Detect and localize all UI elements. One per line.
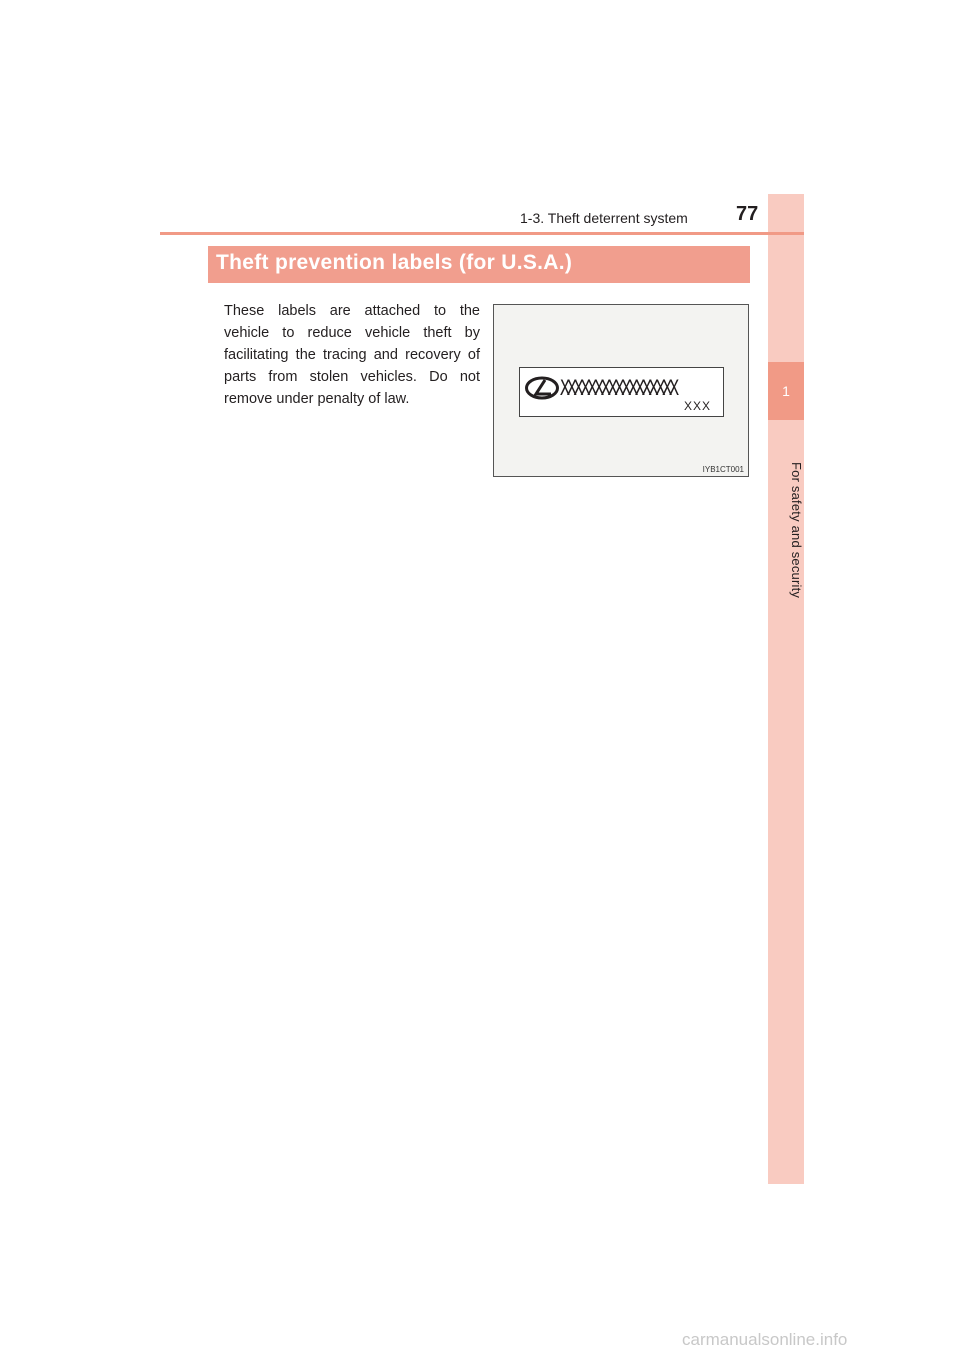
chapter-number-box (768, 362, 804, 420)
theft-label-figure (493, 304, 749, 477)
chapter-number: 1 (782, 383, 790, 399)
section-heading-bar (208, 246, 750, 283)
figure-code: IYB1CT001 (702, 465, 744, 474)
section-body-text: These labels are attached to the vehicle to reduce vehicle theft by facilitating the tracing and recovery of parts from stolen vehicles. Do not remove under penalty of law. (224, 303, 480, 407)
watermark-text: carmanualsonline.info (682, 1330, 848, 1349)
theft-prevention-label (519, 367, 724, 417)
page-number: 77 (736, 203, 759, 225)
chapter-title: For safety and security (789, 461, 804, 599)
label-vin-text: XXXXXXXXXXXXXXXXX (560, 376, 676, 400)
label-code-text: XXX (684, 399, 712, 413)
header-rule (160, 232, 804, 235)
lexus-logo-icon (525, 376, 559, 400)
section-heading: Theft prevention labels (for U.S.A.) (216, 251, 573, 274)
running-header-section: 1-3. Theft deterrent system (520, 210, 688, 226)
chapter-side-tab (768, 194, 804, 1184)
